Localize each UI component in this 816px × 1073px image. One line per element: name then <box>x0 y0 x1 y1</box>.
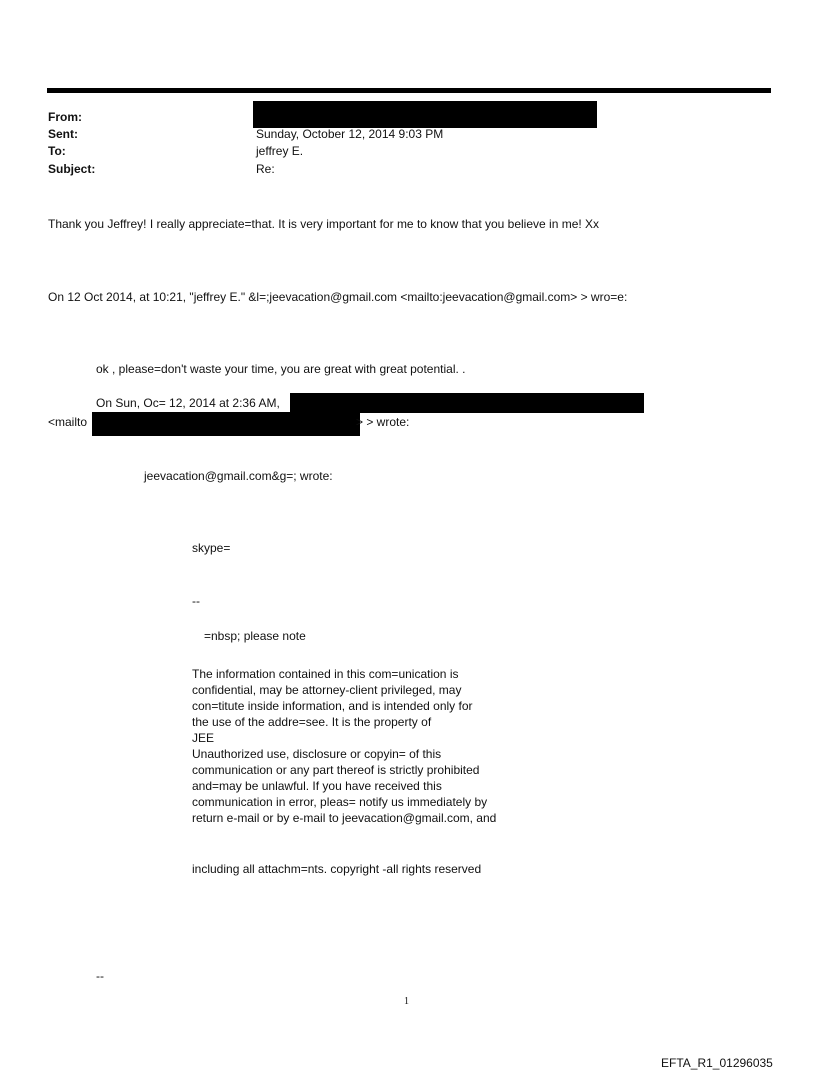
bottom-dash: -- <box>96 969 104 983</box>
disclaimer-line: communication in error, pleas= notify us immediately by <box>192 795 488 809</box>
redaction-from <box>253 101 597 128</box>
disclaimer <box>192 666 496 826</box>
to-label: To: <box>48 144 66 158</box>
to-value: jeffrey E. <box>256 144 304 158</box>
sent-label: Sent: <box>48 127 78 141</box>
disclaimer-line: the use of the addre=see. It is the property of <box>192 715 432 729</box>
nested-intro: On Sun, Oc= 12, 2014 at 2:36 AM, <box>96 396 280 410</box>
document-id: EFTA_R1_01296035 <box>661 1056 773 1070</box>
subject-value: Re: <box>256 162 275 176</box>
mailto-suffix: > > wrote: <box>356 415 410 429</box>
from-label: From: <box>48 110 82 124</box>
signature-dash: -- <box>192 594 200 608</box>
reply-text: Thank you Jeffrey! I really appreciate=that. It is very important for me to know that you believe in me! Xx <box>48 217 600 231</box>
header-rule <box>47 88 771 93</box>
mailto-prefix: <mailto <box>48 415 88 429</box>
quote-intro: On 12 Oct 2014, at 10:21, "jeffrey E." &l=;jeevacation@gmail.com <mailto:jeevacation@gmail.com> > wro=e: <box>48 290 628 304</box>
skype-line: skype= <box>192 541 231 555</box>
attachments-line: including all attachm=nts. copyright -all rights reserved <box>192 862 482 876</box>
redaction-mailto <box>92 412 360 436</box>
disclaimer-line: The information contained in this com=unication is <box>192 667 459 681</box>
disclaimer-line: Unauthorized use, disclosure or copyin= of this <box>192 747 442 761</box>
quoted-reply: ok , please=don't waste your time, you are great with great potential. . <box>96 362 466 376</box>
disclaimer-line: return e-mail or by e-mail to jeevacation@gmail.com, and <box>192 811 497 825</box>
page-number: 1 <box>404 996 409 1007</box>
disclaimer-line: confidential, may be attorney-client privileged, may <box>192 683 462 697</box>
disclaimer-line: communication or any part thereof is strictly prohibited <box>192 763 480 777</box>
disclaimer-line: JEE <box>192 731 215 745</box>
please-note: =nbsp; please note <box>204 629 306 643</box>
inner-wrote: jeevacation@gmail.com&g=; wrote: <box>144 469 333 483</box>
sent-value: Sunday, October 12, 2014 9:03 PM <box>256 127 444 141</box>
disclaimer-line: and=may be unlawful. If you have received this <box>192 779 442 793</box>
disclaimer-line: con=titute inside information, and is intended only for <box>192 699 473 713</box>
subject-label: Subject: <box>48 162 96 176</box>
redaction-sender <box>290 393 644 413</box>
